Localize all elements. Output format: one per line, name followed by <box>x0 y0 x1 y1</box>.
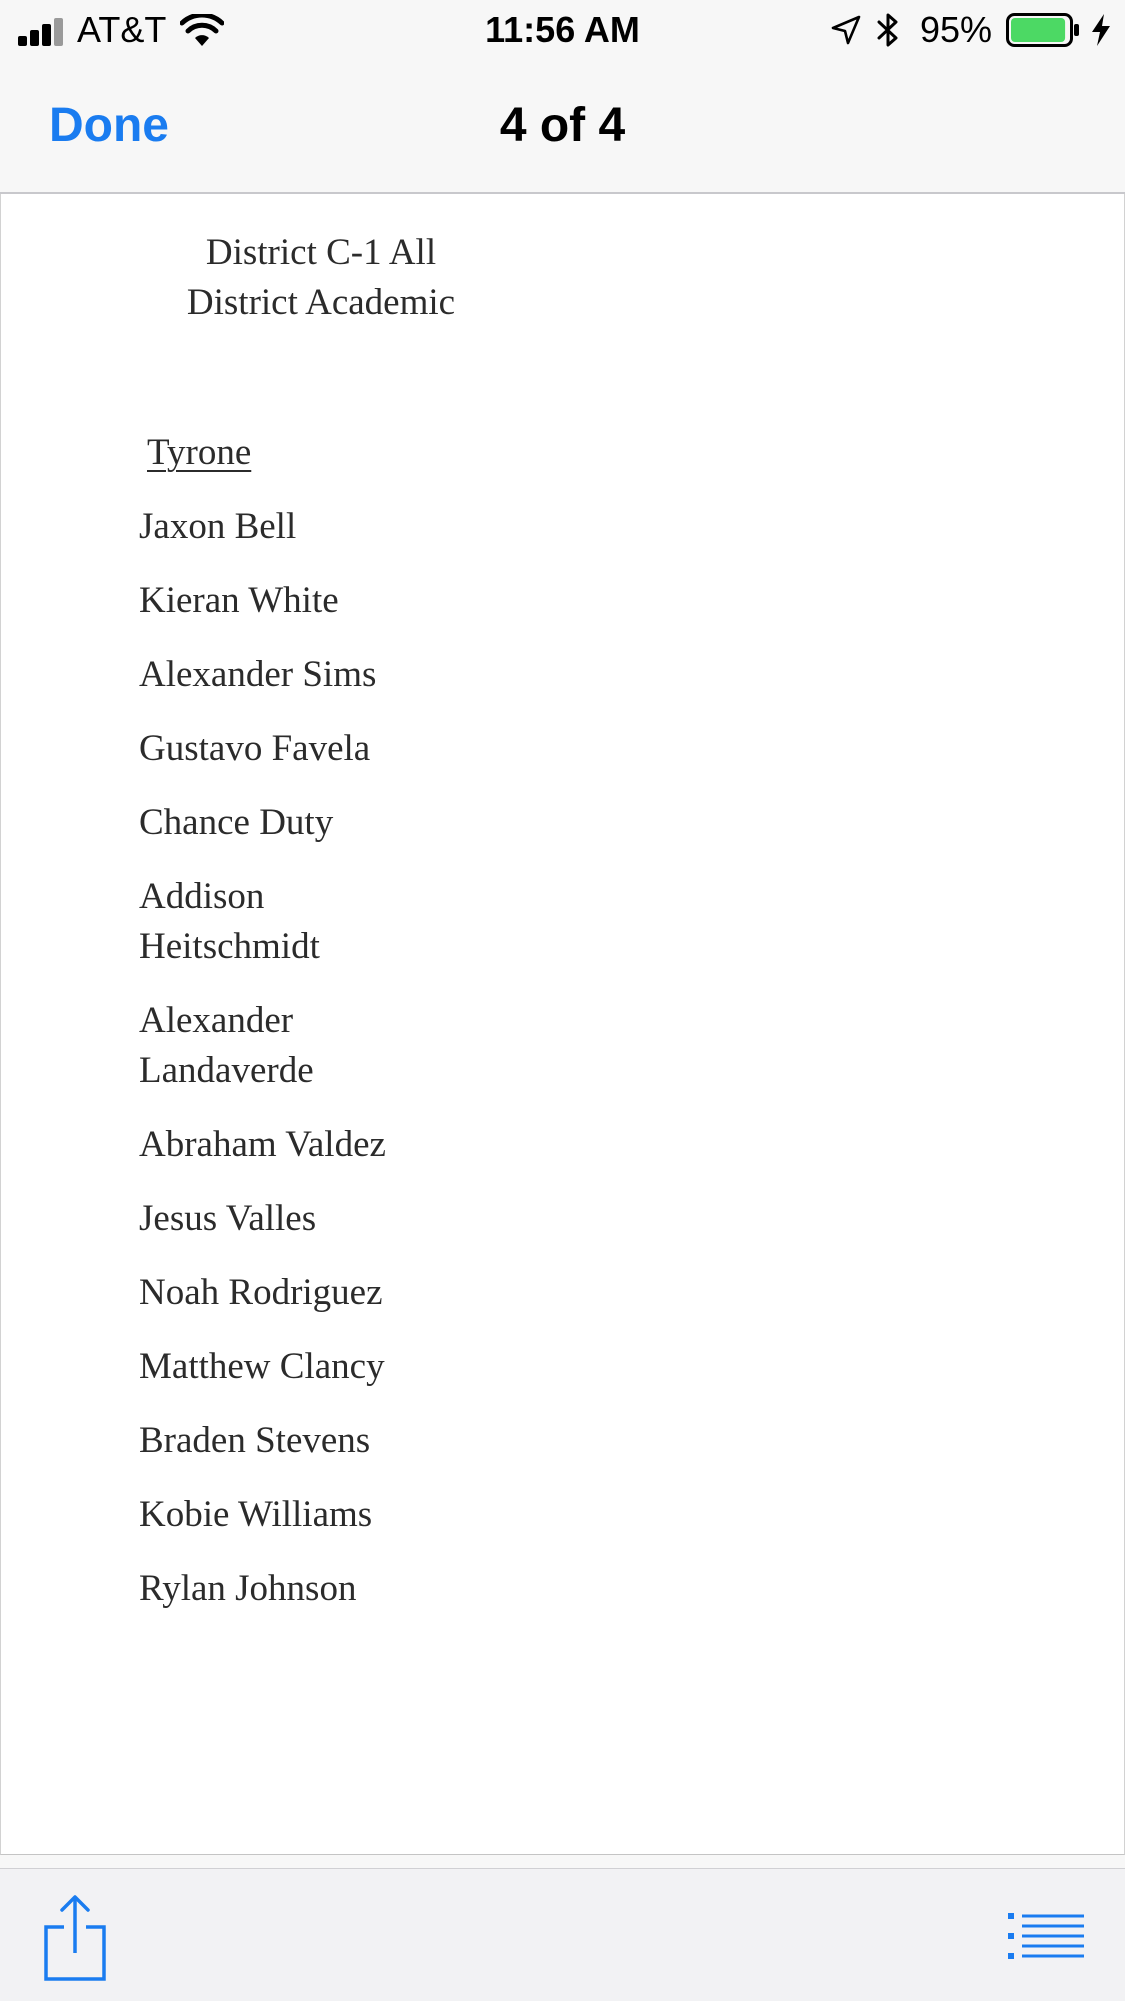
charging-bolt-icon <box>1090 13 1112 47</box>
battery-percentage: 95% <box>920 9 993 50</box>
list-item: Noah Rodriguez <box>139 1272 383 1313</box>
list-item: Abraham Valdez <box>139 1124 386 1165</box>
list-item: Kobie Williams <box>139 1494 373 1535</box>
document-page[interactable] <box>0 194 1125 1855</box>
list-item: Alexander Landaverde <box>139 1000 314 1091</box>
page-counter: 4 of 4 <box>499 99 626 152</box>
list-item: Kieran White <box>139 580 339 621</box>
list-item: Addison Heitschmidt <box>139 876 320 967</box>
document-header <box>151 228 491 328</box>
list-item: Jaxon Bell <box>139 506 297 547</box>
list-icon[interactable] <box>1008 1911 1084 1961</box>
list-item: Gustavo Favela <box>139 728 371 769</box>
location-arrow-icon <box>830 14 862 46</box>
carrier-name: AT&T <box>77 9 167 50</box>
section-heading: Tyrone <box>147 432 252 473</box>
header-line: District Academic <box>186 282 456 323</box>
done-button[interactable]: Done <box>49 99 169 152</box>
list-item: Rylan Johnson <box>139 1568 357 1609</box>
bottom-toolbar <box>0 1868 1125 2001</box>
list-item: Jesus Valles <box>139 1198 317 1239</box>
list-item: Chance Duty <box>139 802 334 843</box>
name-list <box>139 428 519 1614</box>
battery-icon <box>1006 13 1080 47</box>
navigation-bar <box>0 60 1125 194</box>
header-line: District C-1 All <box>205 232 437 273</box>
share-icon[interactable] <box>40 1893 110 1983</box>
list-item: Braden Stevens <box>139 1420 371 1461</box>
list-item: Alexander Sims <box>139 654 377 695</box>
status-time: 11:56 AM <box>485 9 640 50</box>
status-bar <box>0 0 1125 60</box>
bluetooth-icon <box>875 12 901 48</box>
list-item: Matthew Clancy <box>139 1346 385 1387</box>
